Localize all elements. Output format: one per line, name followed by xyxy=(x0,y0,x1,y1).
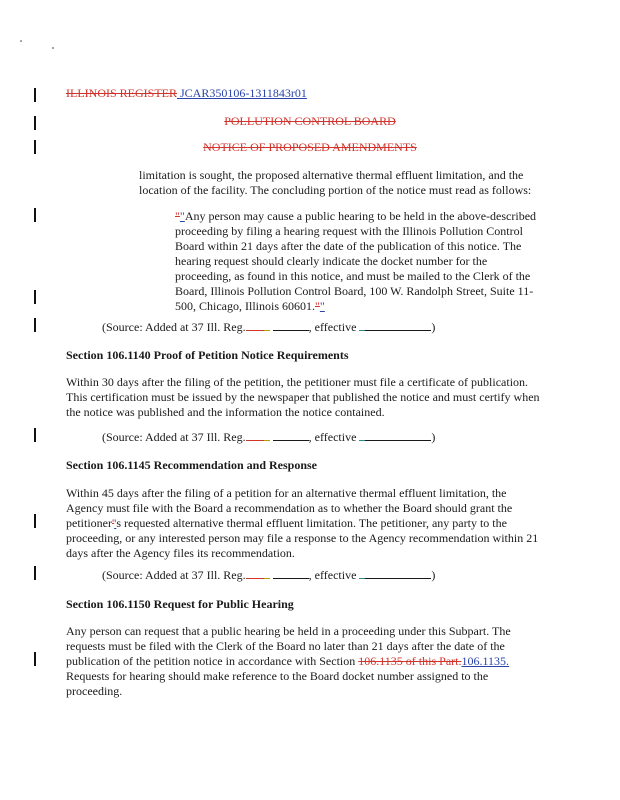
section-body-part: Requests for hearing should make reference to the Board docket number assigned to the proceeding. xyxy=(66,669,489,698)
change-bar xyxy=(34,566,36,580)
deleted-section-ref: 106.1135 of this Part. xyxy=(358,654,462,668)
section-body-part: Any person can request that a public hearing be held in a proceeding under this Subpart. The requests must be filed with the Clerk of the Board no later than 21 days after the date of the publication of the petition notice in accordance with Section xyxy=(66,624,511,668)
notice-header xyxy=(0,140,620,154)
source-mid: , effective xyxy=(308,320,360,334)
reg-blank-deleted xyxy=(246,320,264,331)
intro-paragraph: limitation is sought, the proposed alternative thermal effluent limitation, and the location of the facility. The concluding portion of the notice must read as follows: xyxy=(139,168,532,197)
reg-blank xyxy=(273,568,309,579)
change-bar xyxy=(34,208,36,222)
change-bar xyxy=(34,514,36,528)
reg-blank-inserted xyxy=(264,320,270,331)
notice-quote-body: Any person may cause a public hearing to be held in the above-described proceeding by filing a hearing request with the Illinois Pollution Control Board within 21 days after the date of the publication of this notice. The hearing request should clearly indicate the docket number for the proceeding, as found in this notice, and must be mailed to the Clerk of the Board, Illinois Pollution Control Board, 100 W. Randolph Street, Suite 11-500, Chicago, Illinois 60601. xyxy=(175,209,537,313)
source-line xyxy=(102,430,435,445)
deleted-board-title: POLLUTION CONTROL BOARD xyxy=(224,114,396,128)
register-header xyxy=(66,86,307,100)
reg-blank-inserted xyxy=(264,430,270,441)
reg-blank xyxy=(273,430,309,441)
source-prefix: (Source: Added at 37 Ill. Reg. xyxy=(102,568,246,582)
source-prefix: (Source: Added at 37 Ill. Reg. xyxy=(102,430,246,444)
board-header xyxy=(0,114,620,128)
change-bar xyxy=(34,88,36,102)
source-prefix: (Source: Added at 37 Ill. Reg. xyxy=(102,320,246,334)
reg-blank-deleted xyxy=(246,430,264,441)
source-mid: , effective xyxy=(308,568,360,582)
source-mid: , effective xyxy=(308,430,360,444)
notice-quote xyxy=(175,209,545,314)
inserted-close-quote: " xyxy=(319,299,325,313)
section-heading: Section 106.1140 Proof of Petition Notice Requirements xyxy=(66,348,349,362)
effective-blank xyxy=(365,568,431,579)
deleted-notice-title: NOTICE OF PROPOSED AMENDMENTS xyxy=(203,140,417,154)
section-body: Within 30 days after the filing of the petition, the petitioner must file a certificate of publication. This certification must be issued by the newspaper that published the notice and must certify when the notice was published and the information the notice contained. xyxy=(66,375,540,419)
source-suffix: ) xyxy=(431,568,436,582)
deleted-open-quote: " xyxy=(175,209,180,223)
inserted-open-quote: " xyxy=(179,209,185,223)
section-body-part: s requested alternative thermal effluent limitation. The petitioner, any party to the proceeding, or any interested person may file a response to the Agency recommendation within 21 days after the Agency files its recommendation. xyxy=(66,516,539,560)
reg-blank-inserted xyxy=(264,568,270,579)
reg-blank xyxy=(273,320,309,331)
inserted-apostrophe: ' xyxy=(114,516,117,530)
source-suffix: ) xyxy=(431,320,436,334)
change-bar xyxy=(34,652,36,666)
deleted-close-quote: " xyxy=(315,299,320,313)
change-bar xyxy=(34,318,36,332)
effective-blank xyxy=(365,430,431,441)
reg-blank-deleted xyxy=(246,568,264,579)
section-body xyxy=(66,486,546,561)
source-line xyxy=(102,320,435,335)
deleted-apostrophe: ' xyxy=(111,516,115,530)
section-heading: Section 106.1150 Request for Public Hearing xyxy=(66,597,294,611)
change-bar xyxy=(34,290,36,304)
scan-speck xyxy=(20,40,22,42)
effective-blank xyxy=(365,320,431,331)
scan-speck xyxy=(52,47,54,49)
deleted-register-title: ILLINOIS REGISTER xyxy=(66,86,177,100)
change-bar xyxy=(34,428,36,442)
inserted-jcar-id: JCAR350106-1311843r01 xyxy=(177,86,307,100)
section-body-part: Within 45 days after the filing of a petition for an alternative thermal effluent limitation, the Agency must file with the Board a recommendation as to whether the Board should grant the petitioner xyxy=(66,486,513,530)
source-line xyxy=(102,568,435,583)
section-body xyxy=(66,624,546,699)
section-heading: Section 106.1145 Recommendation and Response xyxy=(66,458,318,472)
inserted-section-ref: 106.1135. xyxy=(461,654,510,668)
source-suffix: ) xyxy=(431,430,436,444)
